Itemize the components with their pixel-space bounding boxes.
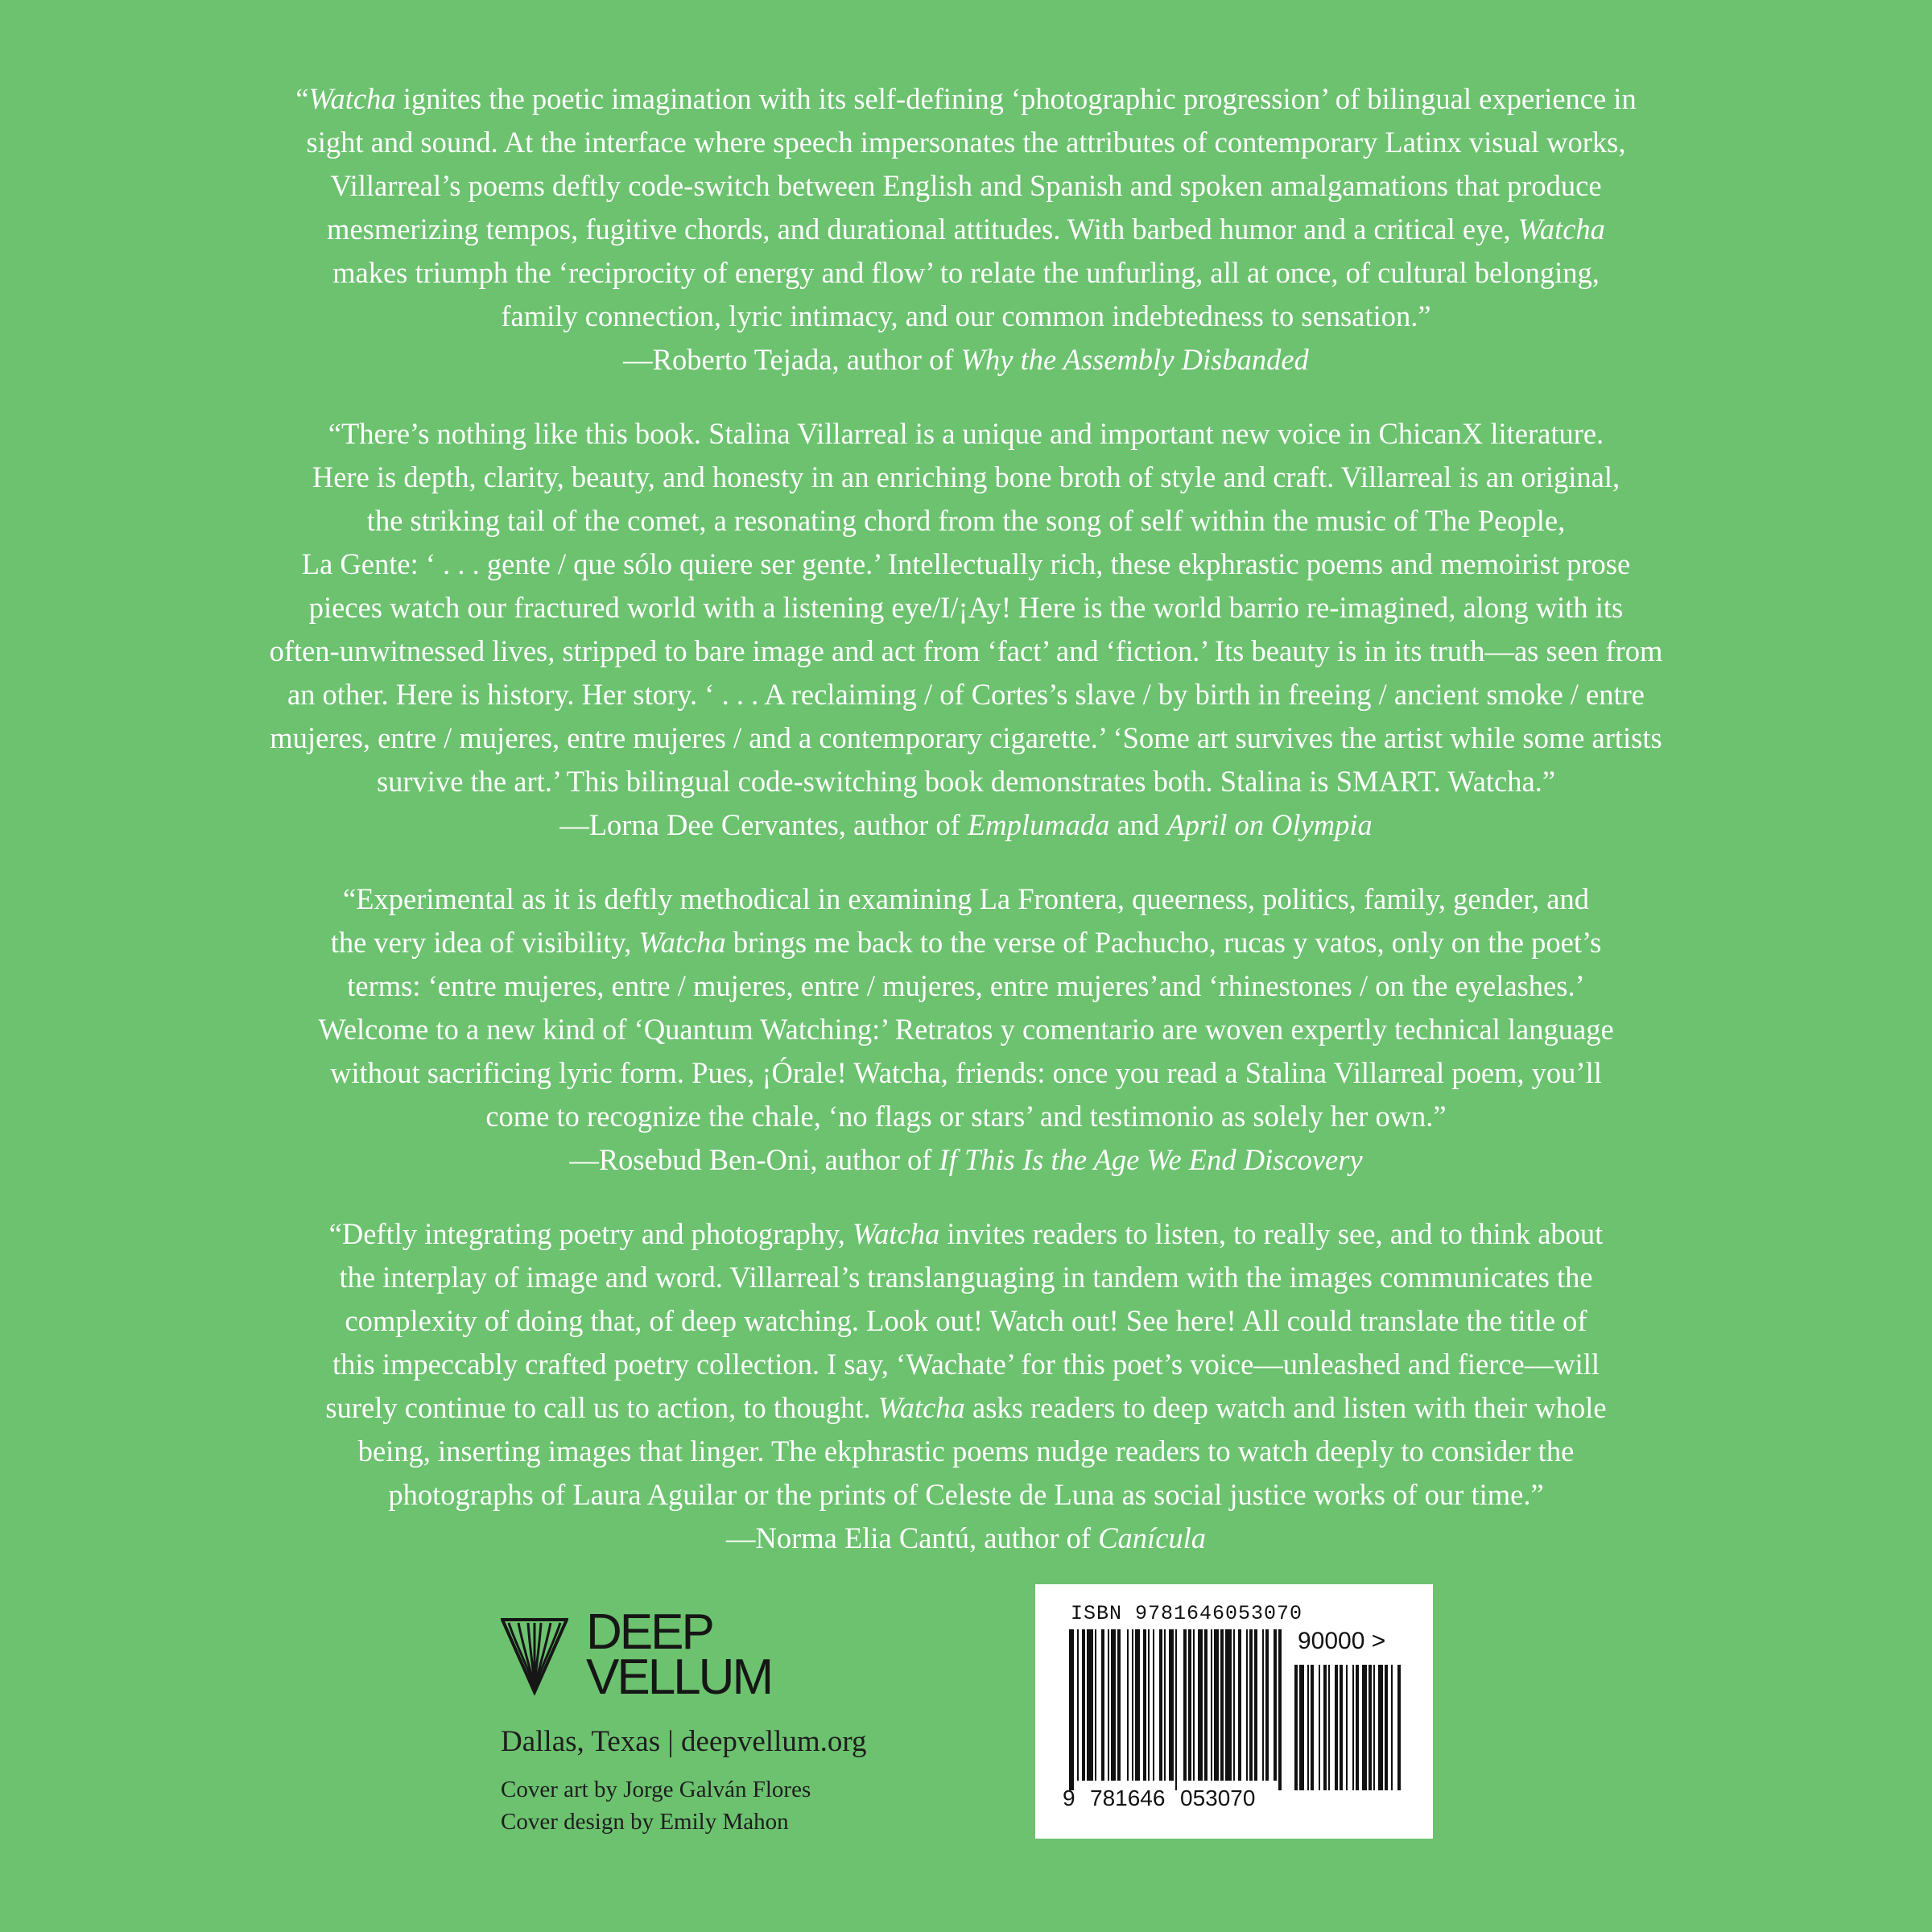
- quote-text: complexity of doing that, of deep watching. Look out! Watch out! See here! All could translate the title of: [345, 1304, 1587, 1337]
- quote-line: [97, 412, 1835, 456]
- italic-title: Watcha: [1517, 213, 1605, 246]
- quote-line: [97, 1051, 1835, 1095]
- quote-text: terms: ‘entre mujeres, entre / mujeres, entre / mujeres, entre mujeres’and ‘rhinestones / on the eyelashes.’: [347, 969, 1585, 1002]
- quote-text: come to recognize the chale, ‘no flags or stars’ and testimonio as solely her own.”: [485, 1100, 1447, 1133]
- publisher-logo: [501, 1604, 984, 1705]
- quote-line: [97, 456, 1835, 499]
- blurb-3: [97, 877, 1835, 1182]
- book-title: Emplumada: [967, 808, 1110, 841]
- quote-text: photographs of Laura Aguilar or the prints of Celeste de Luna as social justice works of our time.”: [388, 1478, 1544, 1511]
- quote-text: mesmerizing tempos, fugitive chords, and durational attitudes. With barbed humor and a critical eye,: [327, 213, 1518, 246]
- barcode-bar: [1220, 1629, 1224, 1781]
- italic-title: Watcha: [877, 1391, 965, 1424]
- addon-barcode-bar: [1391, 1665, 1393, 1790]
- quote-text: “Deftly integrating poetry and photography,: [328, 1217, 853, 1250]
- italic-title: Watcha: [308, 82, 396, 115]
- barcode-bar: [1198, 1629, 1203, 1781]
- addon-barcode-bar: [1352, 1665, 1354, 1790]
- barcode-bar: [1127, 1629, 1129, 1781]
- quote-text: the very idea of visibility,: [330, 926, 639, 959]
- barcode-bar: [1274, 1629, 1277, 1781]
- barcode-bar: [1193, 1629, 1195, 1781]
- quote-line: [97, 208, 1835, 251]
- quote-line: [97, 586, 1835, 630]
- addon-barcode-bar: [1319, 1665, 1320, 1790]
- publisher-wordmark: [586, 1604, 772, 1705]
- barcode-bar: [1117, 1629, 1121, 1781]
- quote-line: [97, 1430, 1835, 1473]
- addon-barcode-bar: [1385, 1665, 1388, 1790]
- quote-line: [97, 716, 1835, 760]
- addon-barcode-bar: [1362, 1665, 1367, 1790]
- barcode-bar: [1183, 1629, 1187, 1781]
- italic-title: Watcha: [638, 926, 726, 959]
- quote-text: “There’s nothing like this book. Stalina Villarreal is a unique and important new voice in ChicanX literature.: [328, 417, 1604, 450]
- cover-design-credit: Cover design by Emily Mahon: [501, 1809, 789, 1835]
- blurb-quote: [97, 412, 1835, 803]
- quote-text: asks readers to deep watch and listen with their whole: [964, 1391, 1607, 1424]
- blurb-quote: [97, 77, 1835, 338]
- quote-text: pieces watch our fractured world with a listening eye/I/¡Ay! Here is the world barrio re-imagined, along with its: [308, 591, 1624, 624]
- book-title: If This Is the Age We End Discovery: [939, 1143, 1363, 1176]
- blurb-4: [97, 1212, 1835, 1560]
- quote-line: [97, 630, 1835, 673]
- quote-line: [97, 673, 1835, 716]
- barcode-bar: [1175, 1629, 1177, 1790]
- barcode-bar: [1265, 1629, 1269, 1781]
- barcode-bar: [1135, 1629, 1140, 1781]
- ean-digits-right: 053070: [1180, 1785, 1256, 1810]
- barcode-bar: [1077, 1629, 1079, 1781]
- quote-text: mujeres, entre / mujeres, entre mujeres / and a contemporary cigarette.’ ‘Some art survives the artist while some artists: [270, 721, 1662, 754]
- barcode-bar: [1254, 1629, 1257, 1781]
- barcode-bar: [1101, 1629, 1104, 1781]
- blurb-attribution: [97, 1138, 1835, 1182]
- price-code: 90000 >: [1298, 1628, 1386, 1654]
- barcode-bar: [1188, 1629, 1191, 1781]
- quote-text: survive the art.’ This bilingual code-switching book demonstrates both. Stalina is SMART. Watcha.”: [376, 765, 1556, 798]
- quote-line: [97, 760, 1835, 803]
- quote-text: Here is depth, clarity, beauty, and honesty in an enriching bone broth of style and craft. Villarreal is an original,: [312, 460, 1620, 493]
- book-title: April on Olympia: [1166, 808, 1373, 841]
- quote-line: [97, 921, 1835, 964]
- quote-line: [97, 1256, 1835, 1299]
- barcode-bar: [1278, 1629, 1282, 1790]
- quote-text: “: [295, 82, 309, 115]
- publisher-block: [501, 1604, 984, 1838]
- addon-barcode-bar: [1311, 1665, 1314, 1790]
- addon-barcode-bar: [1346, 1665, 1348, 1790]
- barcode-bar: [1225, 1629, 1232, 1781]
- quote-line: [97, 877, 1835, 921]
- quote-text: “Experimental as it is deftly methodical in examining La Frontera, queerness, politics, family, gender, and: [343, 882, 1589, 915]
- quote-line: [97, 1473, 1835, 1517]
- quote-line: [97, 295, 1835, 338]
- quote-line: [97, 1212, 1835, 1256]
- blurb-attribution: [97, 1517, 1835, 1560]
- barcode-bar: [1169, 1629, 1174, 1781]
- blurb-quote: [97, 1212, 1835, 1517]
- addon-barcode-bar: [1299, 1665, 1304, 1790]
- quote-line: [97, 77, 1835, 121]
- wordmark-line-1: DEEP: [586, 1604, 712, 1660]
- addon-barcode-bar: [1356, 1665, 1359, 1790]
- cover-credits: [501, 1773, 984, 1838]
- quote-line: [97, 1386, 1835, 1430]
- barcode-bar: [1143, 1629, 1146, 1781]
- addon-barcode-bar: [1397, 1665, 1401, 1790]
- addon-barcode-bar: [1294, 1665, 1298, 1790]
- barcode-bar: [1111, 1629, 1116, 1781]
- quote-text: the striking tail of the comet, a resonating chord from the song of self within the music of The People,: [366, 504, 1566, 537]
- quote-text: often-unwitnessed lives, stripped to bare image and act from ‘fact’ and ‘fiction.’ Its beauty is in its truth—as seen from: [269, 634, 1663, 667]
- barcode-bar: [1148, 1629, 1150, 1781]
- quote-text: the interplay of image and word. Villarreal’s translanguaging in tandem with the images communicates the: [339, 1261, 1593, 1294]
- addon-barcode-bar: [1307, 1665, 1309, 1790]
- wordmark-line-2: VELLUM: [586, 1649, 772, 1705]
- italic-title: Watcha: [852, 1217, 940, 1250]
- deep-vellum-leaf-logo-icon: [501, 1615, 568, 1695]
- quote-line: [97, 1095, 1835, 1138]
- attribution-text: —Rosebud Ben-Oni, author of: [569, 1143, 939, 1176]
- quote-text: makes triumph the ‘reciprocity of energy and flow’ to relate the unfurling, all at once, of cultural belonging,: [332, 256, 1600, 289]
- barcode-bar: [1262, 1629, 1264, 1781]
- blurb-2: [97, 412, 1835, 847]
- barcode-bar: [1095, 1629, 1096, 1781]
- blurb-1: [97, 77, 1835, 382]
- attribution-text: —Norma Elia Cantú, author of: [725, 1521, 1099, 1554]
- isbn-barcode-box: [1035, 1584, 1433, 1839]
- addon-barcode-bar: [1368, 1665, 1372, 1790]
- barcode-bar: [1204, 1629, 1208, 1781]
- blurb-attribution: [97, 803, 1835, 847]
- barcode-bar: [1108, 1629, 1109, 1781]
- addon-barcode-bar: [1340, 1665, 1343, 1790]
- barcode-bar: [1246, 1629, 1248, 1781]
- quote-line: [97, 964, 1835, 1008]
- blurb-quote: [97, 877, 1835, 1138]
- quote-text: La Gente: ‘ . . . gente / que sólo quiere ser gente.’ Intellectually rich, these ekphrastic poems and memoirist prose: [301, 547, 1631, 580]
- quote-line: [97, 499, 1835, 543]
- quote-text: this impeccably crafted poetry collection. I say, ‘Wachate’ for this poet’s voice—unleashed and fierce—will: [332, 1348, 1600, 1381]
- quote-line: [97, 251, 1835, 295]
- blurbs-section: [97, 77, 1835, 1591]
- cover-art-credit: Cover art by Jorge Galván Flores: [501, 1777, 811, 1802]
- quote-text: being, inserting images that linger. The ekphrastic poems nudge readers to watch deeply to consider the: [357, 1435, 1575, 1468]
- quote-line: [97, 164, 1835, 208]
- barcode-bar: [1082, 1629, 1085, 1781]
- isbn-label: ISBN 9781646053070: [1071, 1602, 1303, 1625]
- quote-text: without sacrificing lyric form. Pues, ¡Órale! Watcha, friends: once you read a Stalina Villarreal poem, you’ll: [330, 1056, 1602, 1089]
- ean-digits-left: 781646: [1090, 1785, 1166, 1810]
- quote-text: family connection, lyric intimacy, and our common indebtedness to sensation.”: [501, 299, 1431, 332]
- publisher-location: Dallas, Texas | deepvellum.org: [501, 1725, 867, 1758]
- barcode-bar: [1153, 1629, 1154, 1781]
- barcode-bar: [1159, 1629, 1162, 1781]
- barcode-bar: [1132, 1629, 1133, 1781]
- quote-line: [97, 121, 1835, 164]
- barcode-bar: [1069, 1629, 1074, 1790]
- quote-text: sight and sound. At the interface where speech impersonates the attributes of contemporary Latinx visual works,: [306, 126, 1626, 159]
- quote-text: Welcome to a new kind of ‘Quantum Watching:’ Retratos y comentario are woven expertly technical language: [318, 1013, 1614, 1046]
- barcode-bar: [1087, 1629, 1093, 1781]
- quote-text: invites readers to listen, to really see, and to think about: [939, 1217, 1604, 1250]
- attribution-text: —Roberto Tejada, author of: [623, 343, 961, 376]
- quote-text: ignites the poetic imagination with its self-defining ‘photographic progression’ of bilingual experience in: [395, 82, 1637, 115]
- quote-line: [97, 1299, 1835, 1343]
- addon-barcode-bar: [1378, 1665, 1383, 1790]
- attribution-text: and: [1109, 808, 1167, 841]
- addon-barcode-bar: [1323, 1665, 1327, 1790]
- quote-line: [97, 1008, 1835, 1051]
- addon-barcode-bar: [1373, 1665, 1375, 1790]
- barcode-bar: [1214, 1629, 1219, 1781]
- barcode-bar: [1164, 1629, 1166, 1781]
- quote-text: brings me back to the verse of Pachucho, rucas y vatos, only on the poet’s: [725, 926, 1602, 959]
- quote-text: surely continue to call us to action, to thought.: [325, 1391, 878, 1424]
- quote-text: Villarreal’s poems deftly code-switch between English and Spanish and spoken amalgamations that produce: [330, 169, 1602, 202]
- barcode-bar: [1211, 1629, 1212, 1781]
- addon-barcode-bar: [1335, 1665, 1338, 1790]
- book-title: Why the Assembly Disbanded: [960, 343, 1309, 376]
- book-title: Canícula: [1098, 1521, 1207, 1554]
- quote-text: an other. Here is history. Her story. ‘ . . . A reclaiming / of Cortes’s slave / by birth in freeing / ancient smoke / entre: [287, 678, 1645, 711]
- barcode-bar: [1249, 1629, 1253, 1781]
- quote-line: [97, 1343, 1835, 1386]
- blurb-attribution: [97, 338, 1835, 382]
- barcode-bar: [1238, 1629, 1241, 1781]
- attribution-text: —Lorna Dee Cervantes, author of: [559, 808, 968, 841]
- ean-digit-prefix: 9: [1063, 1785, 1075, 1810]
- addon-barcode-bar: [1328, 1665, 1330, 1790]
- barcode-bar: [1233, 1629, 1235, 1781]
- quote-line: [97, 543, 1835, 586]
